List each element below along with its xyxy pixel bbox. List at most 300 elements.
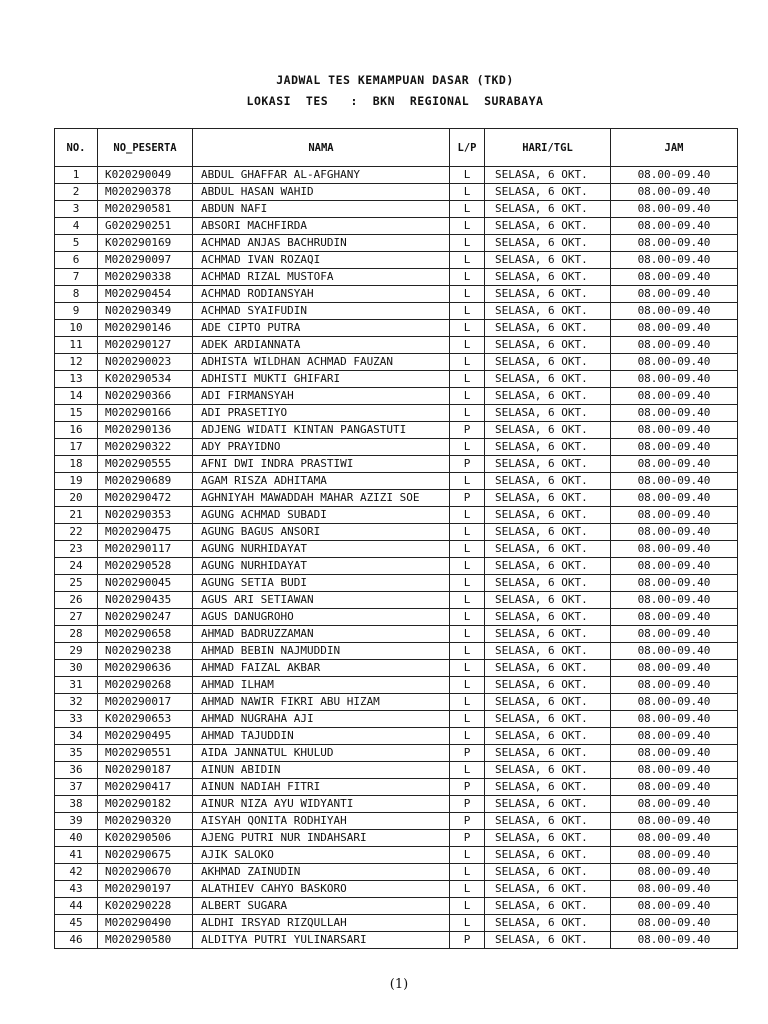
test-date-cell: SELASA, 6 OKT. bbox=[485, 354, 611, 371]
test-time-cell: 08.00-09.40 bbox=[611, 609, 738, 626]
test-date-cell: SELASA, 6 OKT. bbox=[485, 898, 611, 915]
gender-cell: L bbox=[450, 320, 485, 337]
test-time-cell: 08.00-09.40 bbox=[611, 507, 738, 524]
table-row bbox=[55, 881, 738, 898]
table-row bbox=[55, 762, 738, 779]
test-time-cell: 08.00-09.40 bbox=[611, 235, 738, 252]
row-number-cell: 39 bbox=[55, 813, 98, 830]
test-date-cell: SELASA, 6 OKT. bbox=[485, 371, 611, 388]
row-number-cell: 7 bbox=[55, 269, 98, 286]
gender-cell: P bbox=[450, 830, 485, 847]
participant-id-cell: N020290045 bbox=[98, 575, 193, 592]
test-time-cell: 08.00-09.40 bbox=[611, 813, 738, 830]
test-time-cell: 08.00-09.40 bbox=[611, 864, 738, 881]
row-number-cell: 3 bbox=[55, 201, 98, 218]
row-number-cell: 23 bbox=[55, 541, 98, 558]
table-body bbox=[55, 167, 738, 949]
participant-id-cell: M020290378 bbox=[98, 184, 193, 201]
test-date-cell: SELASA, 6 OKT. bbox=[485, 677, 611, 694]
test-time-cell: 08.00-09.40 bbox=[611, 252, 738, 269]
participant-id-cell: M020290322 bbox=[98, 439, 193, 456]
row-number-cell: 21 bbox=[55, 507, 98, 524]
participant-name-cell: ALBERT SUGARA bbox=[193, 898, 450, 915]
table-row bbox=[55, 473, 738, 490]
participant-id-cell: M020290117 bbox=[98, 541, 193, 558]
test-date-cell: SELASA, 6 OKT. bbox=[485, 252, 611, 269]
test-time-cell: 08.00-09.40 bbox=[611, 626, 738, 643]
test-date-cell: SELASA, 6 OKT. bbox=[485, 456, 611, 473]
test-time-cell: 08.00-09.40 bbox=[611, 269, 738, 286]
column-header-nama: NAMA bbox=[193, 129, 450, 167]
participant-id-cell: N020290238 bbox=[98, 643, 193, 660]
participant-id-cell: M020290454 bbox=[98, 286, 193, 303]
row-number-cell: 11 bbox=[55, 337, 98, 354]
table-row bbox=[55, 626, 738, 643]
participant-id-cell: N020290353 bbox=[98, 507, 193, 524]
participant-id-cell: M020290495 bbox=[98, 728, 193, 745]
row-number-cell: 20 bbox=[55, 490, 98, 507]
gender-cell: L bbox=[450, 184, 485, 201]
column-header-lp: L/P bbox=[450, 129, 485, 167]
gender-cell: L bbox=[450, 541, 485, 558]
table-row bbox=[55, 354, 738, 371]
test-date-cell: SELASA, 6 OKT. bbox=[485, 422, 611, 439]
participant-name-cell: AHMAD BADRUZZAMAN bbox=[193, 626, 450, 643]
row-number-cell: 9 bbox=[55, 303, 98, 320]
test-date-cell: SELASA, 6 OKT. bbox=[485, 473, 611, 490]
participant-name-cell: ADEK ARDIANNATA bbox=[193, 337, 450, 354]
participant-id-cell: M020290166 bbox=[98, 405, 193, 422]
row-number-cell: 10 bbox=[55, 320, 98, 337]
row-number-cell: 35 bbox=[55, 745, 98, 762]
gender-cell: L bbox=[450, 337, 485, 354]
row-number-cell: 8 bbox=[55, 286, 98, 303]
test-date-cell: SELASA, 6 OKT. bbox=[485, 218, 611, 235]
test-time-cell: 08.00-09.40 bbox=[611, 473, 738, 490]
test-date-cell: SELASA, 6 OKT. bbox=[485, 235, 611, 252]
participant-name-cell: ADHISTA WILDHAN ACHMAD FAUZAN bbox=[193, 354, 450, 371]
test-date-cell: SELASA, 6 OKT. bbox=[485, 490, 611, 507]
table-row bbox=[55, 779, 738, 796]
participant-id-cell: M020290127 bbox=[98, 337, 193, 354]
participant-name-cell: ADY PRAYIDNO bbox=[193, 439, 450, 456]
test-date-cell: SELASA, 6 OKT. bbox=[485, 796, 611, 813]
row-number-cell: 44 bbox=[55, 898, 98, 915]
test-time-cell: 08.00-09.40 bbox=[611, 711, 738, 728]
participant-name-cell: ADHISTI MUKTI GHIFARI bbox=[193, 371, 450, 388]
participant-name-cell: ALDHI IRSYAD RIZQULLAH bbox=[193, 915, 450, 932]
test-time-cell: 08.00-09.40 bbox=[611, 762, 738, 779]
row-number-cell: 37 bbox=[55, 779, 98, 796]
participant-id-cell: M020290555 bbox=[98, 456, 193, 473]
test-time-cell: 08.00-09.40 bbox=[611, 354, 738, 371]
table-row bbox=[55, 167, 738, 184]
test-date-cell: SELASA, 6 OKT. bbox=[485, 184, 611, 201]
participant-id-cell: K020290653 bbox=[98, 711, 193, 728]
test-date-cell: SELASA, 6 OKT. bbox=[485, 728, 611, 745]
row-number-cell: 45 bbox=[55, 915, 98, 932]
participant-id-cell: M020290528 bbox=[98, 558, 193, 575]
participant-id-cell: M020290490 bbox=[98, 915, 193, 932]
participant-id-cell: K020290228 bbox=[98, 898, 193, 915]
test-time-cell: 08.00-09.40 bbox=[611, 779, 738, 796]
column-header-no: NO. bbox=[55, 129, 98, 167]
participant-id-cell: K020290506 bbox=[98, 830, 193, 847]
table-row bbox=[55, 269, 738, 286]
participant-name-cell: AHMAD ILHAM bbox=[193, 677, 450, 694]
participant-id-cell: M020290417 bbox=[98, 779, 193, 796]
table-row bbox=[55, 898, 738, 915]
table-row bbox=[55, 609, 738, 626]
gender-cell: P bbox=[450, 490, 485, 507]
participant-name-cell: AINUN ABIDIN bbox=[193, 762, 450, 779]
participant-name-cell: ADE CIPTO PUTRA bbox=[193, 320, 450, 337]
gender-cell: L bbox=[450, 235, 485, 252]
row-number-cell: 27 bbox=[55, 609, 98, 626]
participant-id-cell: N020290247 bbox=[98, 609, 193, 626]
gender-cell: P bbox=[450, 796, 485, 813]
test-time-cell: 08.00-09.40 bbox=[611, 932, 738, 949]
table-row bbox=[55, 218, 738, 235]
gender-cell: L bbox=[450, 898, 485, 915]
gender-cell: L bbox=[450, 728, 485, 745]
table-row bbox=[55, 796, 738, 813]
test-date-cell: SELASA, 6 OKT. bbox=[485, 847, 611, 864]
participant-name-cell: AFNI DWI INDRA PRASTIWI bbox=[193, 456, 450, 473]
participant-name-cell: ADI PRASETIYO bbox=[193, 405, 450, 422]
participant-id-cell: G020290251 bbox=[98, 218, 193, 235]
gender-cell: L bbox=[450, 524, 485, 541]
table-row bbox=[55, 864, 738, 881]
test-time-cell: 08.00-09.40 bbox=[611, 388, 738, 405]
participant-id-cell: M020290097 bbox=[98, 252, 193, 269]
test-time-cell: 08.00-09.40 bbox=[611, 830, 738, 847]
test-date-cell: SELASA, 6 OKT. bbox=[485, 405, 611, 422]
row-number-cell: 2 bbox=[55, 184, 98, 201]
test-date-cell: SELASA, 6 OKT. bbox=[485, 337, 611, 354]
gender-cell: L bbox=[450, 762, 485, 779]
test-date-cell: SELASA, 6 OKT. bbox=[485, 507, 611, 524]
row-number-cell: 17 bbox=[55, 439, 98, 456]
participant-name-cell: AINUN NADIAH FITRI bbox=[193, 779, 450, 796]
column-header-hari-tgl: HARI/TGL bbox=[485, 129, 611, 167]
test-date-cell: SELASA, 6 OKT. bbox=[485, 626, 611, 643]
gender-cell: L bbox=[450, 677, 485, 694]
table-row bbox=[55, 439, 738, 456]
row-number-cell: 29 bbox=[55, 643, 98, 660]
table-row bbox=[55, 915, 738, 932]
participant-id-cell: M020290551 bbox=[98, 745, 193, 762]
row-number-cell: 40 bbox=[55, 830, 98, 847]
participant-id-cell: M020290475 bbox=[98, 524, 193, 541]
participant-name-cell: AJENG PUTRI NUR INDAHSARI bbox=[193, 830, 450, 847]
row-number-cell: 25 bbox=[55, 575, 98, 592]
gender-cell: P bbox=[450, 813, 485, 830]
table-header-row bbox=[55, 129, 738, 167]
row-number-cell: 26 bbox=[55, 592, 98, 609]
row-number-cell: 15 bbox=[55, 405, 98, 422]
row-number-cell: 19 bbox=[55, 473, 98, 490]
gender-cell: L bbox=[450, 354, 485, 371]
participant-name-cell: AGUS DANUGROHO bbox=[193, 609, 450, 626]
participant-name-cell: ABDUN NAFI bbox=[193, 201, 450, 218]
test-time-cell: 08.00-09.40 bbox=[611, 643, 738, 660]
test-time-cell: 08.00-09.40 bbox=[611, 660, 738, 677]
gender-cell: L bbox=[450, 711, 485, 728]
participant-id-cell: K020290169 bbox=[98, 235, 193, 252]
test-time-cell: 08.00-09.40 bbox=[611, 201, 738, 218]
test-location: LOKASI TES : BKN REGIONAL SURABAYA bbox=[246, 94, 544, 108]
participant-id-cell: M020290580 bbox=[98, 932, 193, 949]
gender-cell: P bbox=[450, 779, 485, 796]
table-row bbox=[55, 388, 738, 405]
gender-cell: L bbox=[450, 439, 485, 456]
participant-id-cell: M020290197 bbox=[98, 881, 193, 898]
test-time-cell: 08.00-09.40 bbox=[611, 490, 738, 507]
test-time-cell: 08.00-09.40 bbox=[611, 303, 738, 320]
column-header-no-peserta: NO_PESERTA bbox=[98, 129, 193, 167]
row-number-cell: 6 bbox=[55, 252, 98, 269]
test-time-cell: 08.00-09.40 bbox=[611, 898, 738, 915]
test-date-cell: SELASA, 6 OKT. bbox=[485, 915, 611, 932]
table-row bbox=[55, 422, 738, 439]
participant-name-cell: AKHMAD ZAINUDIN bbox=[193, 864, 450, 881]
participant-id-cell: N020290366 bbox=[98, 388, 193, 405]
row-number-cell: 46 bbox=[55, 932, 98, 949]
test-date-cell: SELASA, 6 OKT. bbox=[485, 762, 611, 779]
gender-cell: L bbox=[450, 558, 485, 575]
row-number-cell: 18 bbox=[55, 456, 98, 473]
participant-name-cell: AJIK SALOKO bbox=[193, 847, 450, 864]
table-row bbox=[55, 541, 738, 558]
participant-name-cell: AIDA JANNATUL KHULUD bbox=[193, 745, 450, 762]
page-number: (1) bbox=[389, 977, 409, 992]
participant-name-cell: ACHMAD RODIANSYAH bbox=[193, 286, 450, 303]
table-row bbox=[55, 677, 738, 694]
test-date-cell: SELASA, 6 OKT. bbox=[485, 643, 611, 660]
test-time-cell: 08.00-09.40 bbox=[611, 422, 738, 439]
test-date-cell: SELASA, 6 OKT. bbox=[485, 558, 611, 575]
row-number-cell: 34 bbox=[55, 728, 98, 745]
gender-cell: L bbox=[450, 915, 485, 932]
row-number-cell: 16 bbox=[55, 422, 98, 439]
row-number-cell: 30 bbox=[55, 660, 98, 677]
test-date-cell: SELASA, 6 OKT. bbox=[485, 201, 611, 218]
row-number-cell: 22 bbox=[55, 524, 98, 541]
participant-name-cell: AGUNG ACHMAD SUBADI bbox=[193, 507, 450, 524]
participant-name-cell: ACHMAD RIZAL MUSTOFA bbox=[193, 269, 450, 286]
participant-name-cell: ABSORI MACHFIRDA bbox=[193, 218, 450, 235]
test-date-cell: SELASA, 6 OKT. bbox=[485, 320, 611, 337]
row-number-cell: 33 bbox=[55, 711, 98, 728]
test-date-cell: SELASA, 6 OKT. bbox=[485, 388, 611, 405]
participant-id-cell: M020290017 bbox=[98, 694, 193, 711]
test-time-cell: 08.00-09.40 bbox=[611, 456, 738, 473]
table-row bbox=[55, 575, 738, 592]
participant-id-cell: K020290049 bbox=[98, 167, 193, 184]
gender-cell: P bbox=[450, 932, 485, 949]
row-number-cell: 41 bbox=[55, 847, 98, 864]
test-time-cell: 08.00-09.40 bbox=[611, 286, 738, 303]
table-row bbox=[55, 932, 738, 949]
gender-cell: L bbox=[450, 626, 485, 643]
test-date-cell: SELASA, 6 OKT. bbox=[485, 167, 611, 184]
participant-name-cell: AHMAD BEBIN NAJMUDDIN bbox=[193, 643, 450, 660]
table-row bbox=[55, 490, 738, 507]
test-date-cell: SELASA, 6 OKT. bbox=[485, 660, 611, 677]
table-row bbox=[55, 558, 738, 575]
table-row bbox=[55, 252, 738, 269]
test-time-cell: 08.00-09.40 bbox=[611, 524, 738, 541]
participant-name-cell: ALATHIEV CAHYO BASKORO bbox=[193, 881, 450, 898]
test-date-cell: SELASA, 6 OKT. bbox=[485, 864, 611, 881]
participant-id-cell: N020290435 bbox=[98, 592, 193, 609]
gender-cell: L bbox=[450, 388, 485, 405]
participant-name-cell: ADI FIRMANSYAH bbox=[193, 388, 450, 405]
participant-id-cell: M020290636 bbox=[98, 660, 193, 677]
row-number-cell: 14 bbox=[55, 388, 98, 405]
gender-cell: L bbox=[450, 694, 485, 711]
gender-cell: L bbox=[450, 218, 485, 235]
document-title: JADWAL TES KEMAMPUAN DASAR (TKD) bbox=[276, 73, 514, 87]
participant-name-cell: ADJENG WIDATI KINTAN PANGASTUTI bbox=[193, 422, 450, 439]
participant-name-cell: ACHMAD SYAIFUDIN bbox=[193, 303, 450, 320]
row-number-cell: 42 bbox=[55, 864, 98, 881]
gender-cell: L bbox=[450, 269, 485, 286]
participant-id-cell: N020290349 bbox=[98, 303, 193, 320]
test-time-cell: 08.00-09.40 bbox=[611, 558, 738, 575]
row-number-cell: 12 bbox=[55, 354, 98, 371]
participant-name-cell: AGUNG NURHIDAYAT bbox=[193, 558, 450, 575]
test-time-cell: 08.00-09.40 bbox=[611, 184, 738, 201]
table-row bbox=[55, 337, 738, 354]
table-row bbox=[55, 235, 738, 252]
gender-cell: L bbox=[450, 660, 485, 677]
participant-name-cell: AISYAH QONITA RODHIYAH bbox=[193, 813, 450, 830]
participant-name-cell: AGUNG BAGUS ANSORI bbox=[193, 524, 450, 541]
participant-name-cell: AGAM RISZA ADHITAMA bbox=[193, 473, 450, 490]
table-row bbox=[55, 303, 738, 320]
row-number-cell: 32 bbox=[55, 694, 98, 711]
row-number-cell: 5 bbox=[55, 235, 98, 252]
test-time-cell: 08.00-09.40 bbox=[611, 847, 738, 864]
test-time-cell: 08.00-09.40 bbox=[611, 745, 738, 762]
test-date-cell: SELASA, 6 OKT. bbox=[485, 439, 611, 456]
participant-id-cell: M020290658 bbox=[98, 626, 193, 643]
row-number-cell: 38 bbox=[55, 796, 98, 813]
participant-name-cell: AINUR NIZA AYU WIDYANTI bbox=[193, 796, 450, 813]
table-row bbox=[55, 728, 738, 745]
table-row bbox=[55, 813, 738, 830]
test-time-cell: 08.00-09.40 bbox=[611, 881, 738, 898]
test-date-cell: SELASA, 6 OKT. bbox=[485, 303, 611, 320]
test-date-cell: SELASA, 6 OKT. bbox=[485, 609, 611, 626]
table-row bbox=[55, 507, 738, 524]
test-date-cell: SELASA, 6 OKT. bbox=[485, 592, 611, 609]
participant-id-cell: M020290581 bbox=[98, 201, 193, 218]
row-number-cell: 1 bbox=[55, 167, 98, 184]
table-row bbox=[55, 371, 738, 388]
participant-name-cell: AHMAD NUGRAHA AJI bbox=[193, 711, 450, 728]
row-number-cell: 4 bbox=[55, 218, 98, 235]
gender-cell: P bbox=[450, 422, 485, 439]
row-number-cell: 13 bbox=[55, 371, 98, 388]
test-time-cell: 08.00-09.40 bbox=[611, 167, 738, 184]
participant-name-cell: AHMAD TAJUDDIN bbox=[193, 728, 450, 745]
participant-name-cell: AGUNG SETIA BUDI bbox=[193, 575, 450, 592]
column-header-jam: JAM bbox=[611, 129, 738, 167]
participant-name-cell: AGUS ARI SETIAWAN bbox=[193, 592, 450, 609]
participant-id-cell: M020290182 bbox=[98, 796, 193, 813]
participant-name-cell: AGHNIYAH MAWADDAH MAHAR AZIZI SOE bbox=[193, 490, 450, 507]
test-time-cell: 08.00-09.40 bbox=[611, 694, 738, 711]
participant-id-cell: M020290472 bbox=[98, 490, 193, 507]
table-row bbox=[55, 524, 738, 541]
row-number-cell: 28 bbox=[55, 626, 98, 643]
row-number-cell: 24 bbox=[55, 558, 98, 575]
test-time-cell: 08.00-09.40 bbox=[611, 575, 738, 592]
gender-cell: L bbox=[450, 575, 485, 592]
participant-id-cell: N020290187 bbox=[98, 762, 193, 779]
table-row bbox=[55, 643, 738, 660]
participant-id-cell: N020290023 bbox=[98, 354, 193, 371]
table-row bbox=[55, 694, 738, 711]
participant-id-cell: M020290268 bbox=[98, 677, 193, 694]
test-date-cell: SELASA, 6 OKT. bbox=[485, 745, 611, 762]
participant-name-cell: ACHMAD IVAN ROZAQI bbox=[193, 252, 450, 269]
participant-name-cell: ALDITYA PUTRI YULINARSARI bbox=[193, 932, 450, 949]
participant-id-cell: M020290136 bbox=[98, 422, 193, 439]
test-time-cell: 08.00-09.40 bbox=[611, 218, 738, 235]
table-row bbox=[55, 592, 738, 609]
test-time-cell: 08.00-09.40 bbox=[611, 915, 738, 932]
gender-cell: L bbox=[450, 201, 485, 218]
test-time-cell: 08.00-09.40 bbox=[611, 405, 738, 422]
gender-cell: L bbox=[450, 405, 485, 422]
table-row bbox=[55, 320, 738, 337]
table-row bbox=[55, 745, 738, 762]
gender-cell: L bbox=[450, 252, 485, 269]
gender-cell: L bbox=[450, 473, 485, 490]
table-row bbox=[55, 405, 738, 422]
test-date-cell: SELASA, 6 OKT. bbox=[485, 779, 611, 796]
gender-cell: P bbox=[450, 456, 485, 473]
schedule-table bbox=[54, 128, 738, 949]
gender-cell: L bbox=[450, 643, 485, 660]
table-row bbox=[55, 830, 738, 847]
test-date-cell: SELASA, 6 OKT. bbox=[485, 932, 611, 949]
participant-name-cell: AGUNG NURHIDAYAT bbox=[193, 541, 450, 558]
participant-name-cell: ABDUL HASAN WAHID bbox=[193, 184, 450, 201]
participant-id-cell: M020290146 bbox=[98, 320, 193, 337]
test-time-cell: 08.00-09.40 bbox=[611, 439, 738, 456]
gender-cell: L bbox=[450, 847, 485, 864]
participant-name-cell: ABDUL GHAFFAR AL-AFGHANY bbox=[193, 167, 450, 184]
row-number-cell: 43 bbox=[55, 881, 98, 898]
test-time-cell: 08.00-09.40 bbox=[611, 371, 738, 388]
test-date-cell: SELASA, 6 OKT. bbox=[485, 711, 611, 728]
gender-cell: P bbox=[450, 745, 485, 762]
participant-id-cell: M020290320 bbox=[98, 813, 193, 830]
gender-cell: L bbox=[450, 167, 485, 184]
test-date-cell: SELASA, 6 OKT. bbox=[485, 541, 611, 558]
test-time-cell: 08.00-09.40 bbox=[611, 796, 738, 813]
participant-id-cell: M020290689 bbox=[98, 473, 193, 490]
test-time-cell: 08.00-09.40 bbox=[611, 728, 738, 745]
table-row bbox=[55, 660, 738, 677]
participant-name-cell: AHMAD FAIZAL AKBAR bbox=[193, 660, 450, 677]
test-date-cell: SELASA, 6 OKT. bbox=[485, 286, 611, 303]
